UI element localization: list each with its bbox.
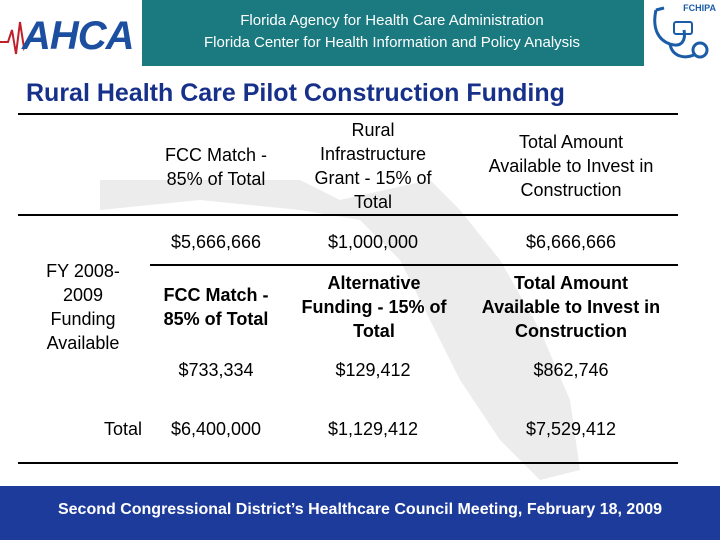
rule-section1 xyxy=(150,264,678,266)
total-amount: $7,529,412 xyxy=(525,419,617,439)
fchipa-logo xyxy=(644,0,720,66)
value-alternative-funding: $129,412 xyxy=(335,360,411,380)
value-rural-grant: $1,000,000 xyxy=(327,232,419,252)
value-fcc-match-alt: $733,334 xyxy=(178,360,254,380)
center-name: Florida Center for Health Information and Policy Analysis xyxy=(203,34,580,51)
value-total-amount: $6,666,666 xyxy=(525,232,617,252)
header-alternative-funding xyxy=(288,271,460,343)
header-line: Construction xyxy=(520,180,622,200)
header-line: Available to Invest in xyxy=(488,156,654,176)
header-line: 85% of Total xyxy=(163,309,269,329)
header-fcc-match-alt xyxy=(148,283,284,331)
rule-top xyxy=(18,113,678,115)
row-label-line: Available xyxy=(46,333,120,353)
header-line: Total Amount xyxy=(518,132,624,152)
header-line: Funding - 15% of xyxy=(301,297,447,317)
header-line: 85% of Total xyxy=(166,169,266,189)
footer-text: Second Congressional District’s Healthcare Council Meeting, February 18, 2009 xyxy=(57,501,663,518)
page-title: Rural Health Care Pilot Construction Funding xyxy=(26,79,565,107)
header-line: Construction xyxy=(515,321,627,341)
logo-text: AHCA xyxy=(22,14,134,58)
header-total-amount xyxy=(462,130,680,202)
rule-bottom xyxy=(18,462,678,464)
value-fcc-match: $5,666,666 xyxy=(170,232,262,252)
header-line: Total Amount xyxy=(514,273,628,293)
badge-text: FCHIPA xyxy=(683,3,716,13)
row-label xyxy=(24,259,142,355)
header-bar xyxy=(0,0,720,66)
footer-bar xyxy=(0,486,720,540)
row-label-line: 2009 xyxy=(62,285,104,305)
header-line: Available to Invest in xyxy=(481,297,661,317)
header-titles xyxy=(142,10,642,54)
header-line: Infrastructure xyxy=(319,144,427,164)
header-fcc-match xyxy=(148,143,284,191)
ahca-logo xyxy=(0,0,142,66)
header-line: Total xyxy=(353,321,395,341)
rule-header1 xyxy=(18,214,678,216)
header-line: Alternative xyxy=(327,273,421,293)
funding-table xyxy=(0,110,720,490)
total-label: Total xyxy=(103,419,142,439)
total-fcc-match: $6,400,000 xyxy=(170,419,262,439)
total-grant: $1,129,412 xyxy=(327,419,419,439)
agency-name: Florida Agency for Health Care Administration xyxy=(240,12,544,29)
header-line: Total xyxy=(353,192,393,212)
value-total-amount-alt: $862,746 xyxy=(533,360,609,380)
header-total-amount-alt xyxy=(462,271,680,343)
header-line: FCC Match - xyxy=(163,285,269,305)
row-label-line: Funding xyxy=(50,309,116,329)
header-line: Rural xyxy=(351,120,395,140)
row-label-line: FY 2008- xyxy=(46,261,120,281)
header-line: FCC Match - xyxy=(164,145,267,165)
header-line: Grant - 15% of xyxy=(314,168,432,188)
header-rural-grant xyxy=(298,118,448,214)
